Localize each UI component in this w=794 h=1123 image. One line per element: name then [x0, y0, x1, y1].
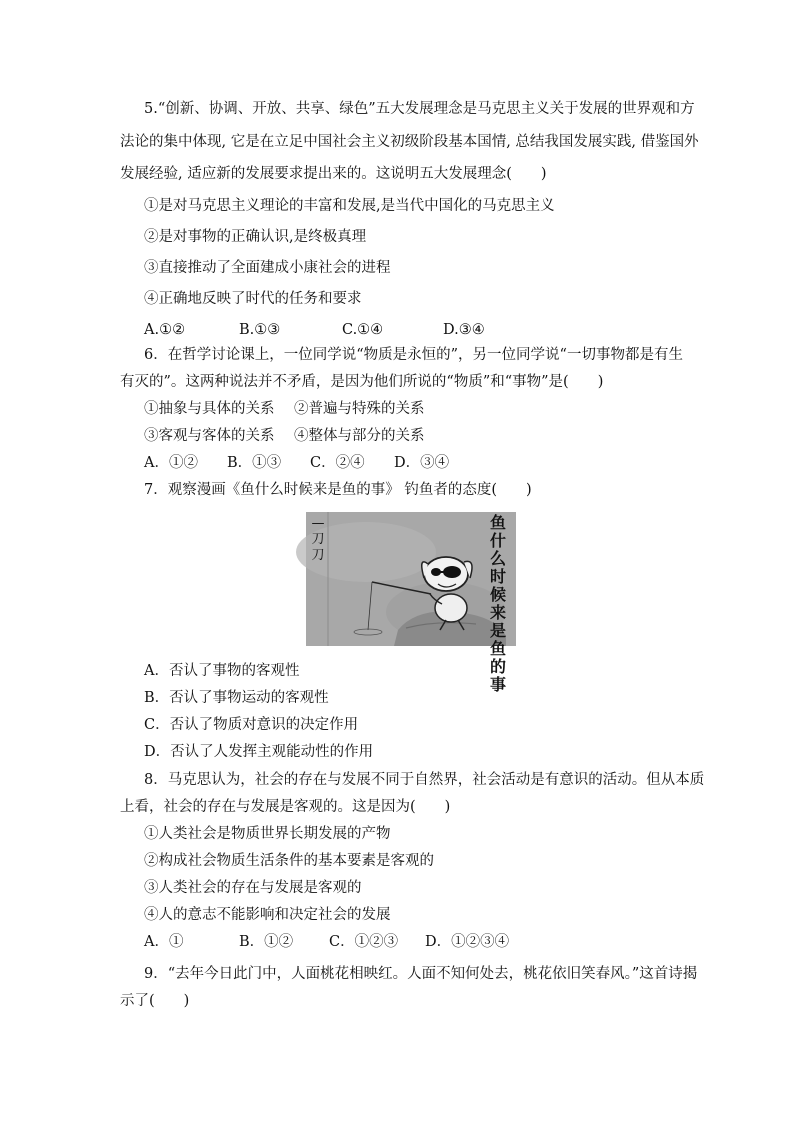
q7-option-c[interactable]: C．否认了物质对意识的决定作用 [144, 717, 359, 733]
q8-stem-line-1: 8．马克思认为，社会的存在与发展不同于自然界，社会活动是有意识的活动。但从本质 [144, 772, 705, 788]
q6-statement-4: ④整体与部分的关系 [294, 428, 425, 444]
q6-statement-row-2 [144, 426, 425, 446]
q8-statement-3: ③人类社会的存在与发展是客观的 [144, 880, 362, 896]
q5-option-d[interactable]: D.③④ [443, 322, 485, 338]
q7-option-b[interactable]: B．否认了事物运动的客观性 [144, 690, 329, 706]
q8-option-d[interactable]: D．①②③④ [425, 934, 510, 950]
q5-stem-line-2: 法论的集中体现, 它是在立足中国社会主义初级阶段基本国情, 总结我国发展实践, 借鉴国外 [120, 134, 699, 150]
q6-statement-1: ①抽象与具体的关系 [144, 401, 275, 417]
q7-stem: 7．观察漫画《鱼什么时候来是鱼的事》 钓鱼者的态度( ) [144, 482, 532, 498]
cartoon-title: 鱼什么时候来是鱼的事 [489, 513, 506, 694]
q6-statement-3: ③客观与客体的关系 [144, 428, 275, 444]
q6-option-c[interactable]: C．②④ [310, 455, 365, 471]
q5-stem-line-3: 发展经验, 适应新的发展要求提出来的。这说明五大发展理念( ) [120, 166, 547, 182]
q5-stem-line-1: 5.“创新、协调、开放、共享、绿色”五大发展理念是马克思主义关于发展的世界观和方 [144, 101, 695, 117]
cartoon-author: —刀刀 [311, 516, 325, 563]
q7-cartoon [306, 512, 516, 694]
q7-option-a[interactable]: A．否认了事物的客观性 [144, 663, 300, 679]
q8-option-a[interactable]: A．① [144, 934, 184, 950]
q7-option-d[interactable]: D．否认了人发挥主观能动性的作用 [144, 744, 374, 760]
q6-statement-2: ②普遍与特殊的关系 [294, 401, 425, 417]
q5-statement-1: ①是对马克思主义理论的丰富和发展,是当代中国化的马克思主义 [144, 198, 555, 214]
q5-options [144, 320, 485, 340]
q8-option-c[interactable]: C．①②③ [329, 934, 399, 950]
q6-option-a[interactable]: A．①② [144, 455, 198, 471]
q5-option-b[interactable]: B.①③ [239, 322, 281, 338]
q6-options [144, 453, 449, 473]
q8-statement-1: ①人类社会是物质世界长期发展的产物 [144, 826, 391, 842]
q8-option-b[interactable]: B．①② [239, 934, 294, 950]
q6-option-d[interactable]: D．③④ [394, 455, 450, 471]
q6-statement-row-1 [144, 399, 425, 419]
q8-options [144, 932, 509, 952]
q5-statement-3: ③直接推动了全面建成小康社会的进程 [144, 260, 391, 276]
q8-statement-4: ④人的意志不能影响和决定社会的发展 [144, 907, 391, 923]
q6-stem-line-1: 6．在哲学讨论课上，一位同学说“物质是永恒的”，另一位同学说“一切事物都是有生 [144, 347, 683, 363]
q9-stem-line-2: 示了( ) [120, 993, 190, 1009]
q6-stem-line-2: 有灭的”。这两种说法并不矛盾，是因为他们所说的“物质”和“事物”是( ) [120, 374, 604, 390]
q5-option-a[interactable]: A.①② [144, 322, 186, 338]
q9-stem-line-1: 9．“去年今日此门中，人面桃花相映红。人面不知何处去，桃花依旧笑春风。”这首诗揭 [144, 966, 698, 982]
q5-statement-4: ④正确地反映了时代的任务和要求 [144, 291, 362, 307]
q8-stem-line-2: 上看，社会的存在与发展是客观的。这是因为( ) [120, 799, 451, 815]
q8-statement-2: ②构成社会物质生活条件的基本要素是客观的 [144, 853, 434, 869]
q5-option-c[interactable]: C.①④ [342, 322, 384, 338]
fisherman-dog-illustration [306, 512, 516, 646]
q5-statement-2: ②是对事物的正确认识,是终极真理 [144, 229, 367, 245]
q6-option-b[interactable]: B．①③ [227, 455, 282, 471]
